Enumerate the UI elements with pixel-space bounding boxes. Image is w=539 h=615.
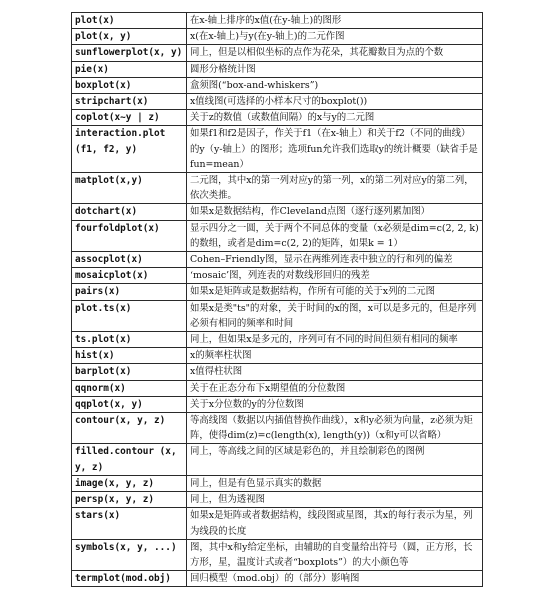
function-name-cell: plot(x, y) bbox=[72, 29, 187, 45]
table-row bbox=[72, 539, 483, 570]
function-name-cell: qqplot(x, y) bbox=[72, 396, 187, 412]
function-name-cell: termplot(mod.obj) bbox=[72, 571, 187, 587]
function-name-cell: hist(x) bbox=[72, 348, 187, 364]
description-cell: 同上，但为透视图 bbox=[187, 492, 483, 508]
description-cell: 等高线图（数据以内插值替换作曲线），x和y必须为向量，z必须为矩阵，使得dim(z)=c(length(x), length(y))（x和y可以省略） bbox=[187, 413, 483, 444]
table-row bbox=[72, 110, 483, 126]
function-name-cell: sunflowerplot(x, y) bbox=[72, 45, 187, 61]
description-cell: 显示四分之一圆，关于两个不同总体的变量（x必须是dim=c(2, 2, k)的数组，或者是dim=c(2, 2)的矩阵，如果k = 1） bbox=[187, 220, 483, 251]
description-cell: 同上，但是以相似坐标的点作为花朵，其花瓣数目为点的个数 bbox=[187, 45, 483, 61]
description-cell: x(在x-轴上)与y(在y-轴上)的二元作图 bbox=[187, 29, 483, 45]
description-cell: ‘mosaic’图，列连表的对数线形回归的残差 bbox=[187, 268, 483, 284]
description-cell: 二元图，其中x的第一列对应y的第一列，x的第二列对应y的第二列，依次类推。 bbox=[187, 173, 483, 204]
table-row bbox=[72, 380, 483, 396]
description-cell: 如果x是矩阵或者数据结构，线段图或星图，其x的每行表示为星，列为线段的长度 bbox=[187, 508, 483, 539]
description-cell: 盒须图(“box-and-whiskers”) bbox=[187, 77, 483, 93]
function-name-cell: mosaicplot(x) bbox=[72, 268, 187, 284]
table-row bbox=[72, 332, 483, 348]
function-name-cell: plot.ts(x) bbox=[72, 300, 187, 331]
table-row bbox=[72, 13, 483, 29]
function-name-cell: filled.contour (x, y, z) bbox=[72, 444, 187, 475]
table-row bbox=[72, 94, 483, 110]
table-row bbox=[72, 61, 483, 77]
table-row bbox=[72, 220, 483, 251]
function-name-cell: ts.plot(x) bbox=[72, 332, 187, 348]
table-row bbox=[72, 571, 483, 587]
function-name-cell: pie(x) bbox=[72, 61, 187, 77]
table-row bbox=[72, 252, 483, 268]
function-name-cell: stripchart(x) bbox=[72, 94, 187, 110]
description-cell: 同上，等高线之间的区域是彩色的，并且绘制彩色的图例 bbox=[187, 444, 483, 475]
function-reference-table-container bbox=[71, 12, 483, 587]
table-row bbox=[72, 364, 483, 380]
table-row bbox=[72, 126, 483, 173]
description-cell: Cohen–Friendly图，显示在两维列连表中独立的行和列的偏差 bbox=[187, 252, 483, 268]
function-name-cell: symbols(x, y, ...) bbox=[72, 539, 187, 570]
function-name-cell: matplot(x,y) bbox=[72, 173, 187, 204]
table-row bbox=[72, 77, 483, 93]
function-name-cell: boxplot(x) bbox=[72, 77, 187, 93]
description-cell: x的频率柱状图 bbox=[187, 348, 483, 364]
description-cell: 关于x分位数的y的分位数图 bbox=[187, 396, 483, 412]
function-name-cell: coplot(x~y | z) bbox=[72, 110, 187, 126]
table-row bbox=[72, 268, 483, 284]
description-cell: 图，其中x和y给定坐标，由辅助的自变量给出符号（圆，正方形，长方形，星，温度计式或者“boxplots”）的大小颜色等 bbox=[187, 539, 483, 570]
function-reference-table bbox=[71, 12, 483, 587]
description-cell: 回归模型（mod.obj）的（部分）影响图 bbox=[187, 571, 483, 587]
table-row bbox=[72, 413, 483, 444]
function-name-cell: persp(x, y, z) bbox=[72, 492, 187, 508]
table-row bbox=[72, 284, 483, 300]
description-cell: 同上，但是有色显示真实的数据 bbox=[187, 475, 483, 491]
description-cell: 如果x是类"ts"的对象，关于时间的x的图，x可以是多元的，但是序列必须有相同的频率和时间 bbox=[187, 300, 483, 331]
description-cell: 关于z的数值（或数值间隔）的x与y的二元图 bbox=[187, 110, 483, 126]
function-name-cell: assocplot(x) bbox=[72, 252, 187, 268]
table-row bbox=[72, 348, 483, 364]
table-row bbox=[72, 444, 483, 475]
function-name-cell: fourfoldplot(x) bbox=[72, 220, 187, 251]
function-name-cell: image(x, y, z) bbox=[72, 475, 187, 491]
function-name-cell: contour(x, y, z) bbox=[72, 413, 187, 444]
table-row bbox=[72, 45, 483, 61]
description-cell: 同上，但如果x是多元的，序列可有不同的时间但须有相同的频率 bbox=[187, 332, 483, 348]
function-name-cell: pairs(x) bbox=[72, 284, 187, 300]
function-name-cell: dotchart(x) bbox=[72, 204, 187, 220]
function-name-cell: plot(x) bbox=[72, 13, 187, 29]
description-cell: 在x-轴上排序的x值(在y-轴上)的图形 bbox=[187, 13, 483, 29]
description-cell: 如果f1和f2是因子，作关于f1（在x-轴上）和关于f2（不同的曲线）的y（y-轴上）的图形；选项fun允许我们选取y的统计概要（缺省手是fun=mean） bbox=[187, 126, 483, 173]
table-row bbox=[72, 396, 483, 412]
description-cell: 圆形分格统计图 bbox=[187, 61, 483, 77]
table-row bbox=[72, 29, 483, 45]
table-row bbox=[72, 492, 483, 508]
table-row bbox=[72, 204, 483, 220]
description-cell: 关于在正态分布下x期望值的分位数图 bbox=[187, 380, 483, 396]
table-row bbox=[72, 300, 483, 331]
function-name-cell: qqnorm(x) bbox=[72, 380, 187, 396]
description-cell: 如果x是数据结构，作Cleveland点图（逐行逐列累加图） bbox=[187, 204, 483, 220]
description-cell: x值得柱状图 bbox=[187, 364, 483, 380]
table-body bbox=[72, 13, 483, 587]
table-row bbox=[72, 475, 483, 491]
function-name-cell: barplot(x) bbox=[72, 364, 187, 380]
table-row bbox=[72, 173, 483, 204]
description-cell: 如果x是矩阵或是数据结构，作所有可能的关于x列的二元图 bbox=[187, 284, 483, 300]
function-name-cell: stars(x) bbox=[72, 508, 187, 539]
function-name-cell: interaction.plot (f1, f2, y) bbox=[72, 126, 187, 173]
description-cell: x值线图(可选择的小样本尺寸的boxplot()) bbox=[187, 94, 483, 110]
table-row bbox=[72, 508, 483, 539]
